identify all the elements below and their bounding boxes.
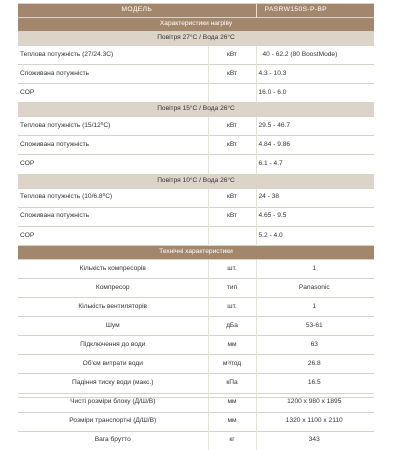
row-name: Теплова потужність (15/12⁰С) bbox=[18, 117, 208, 136]
row-unit: кВт bbox=[208, 136, 256, 155]
row-value: 1 bbox=[256, 259, 374, 278]
row-value: 40 - 62.2 (80 BoostMode) bbox=[256, 46, 374, 65]
table-row bbox=[18, 336, 374, 355]
row-name: Вага брутто bbox=[18, 431, 208, 450]
subsection-title bbox=[18, 103, 374, 117]
row-name: Кількість компресорів bbox=[18, 259, 208, 278]
subsection-title bbox=[18, 174, 374, 188]
model-label: МОДЕЛЬ bbox=[18, 4, 256, 18]
row-unit: тип bbox=[208, 278, 256, 297]
row-value: 5.2 - 4.0 bbox=[256, 226, 374, 245]
row-value: 1200 х 980 х 1895 bbox=[256, 393, 374, 412]
spec-table bbox=[18, 3, 374, 450]
row-unit: мм bbox=[208, 336, 256, 355]
row-unit: м³/год bbox=[208, 355, 256, 374]
row-unit: кВт bbox=[208, 207, 256, 226]
row-unit: шт. bbox=[208, 259, 256, 278]
tech-section-title bbox=[18, 245, 374, 259]
row-name: Шум bbox=[18, 317, 208, 336]
row-unit: кВт bbox=[208, 188, 256, 207]
row-unit: мм bbox=[208, 412, 256, 431]
row-unit bbox=[208, 84, 256, 103]
row-unit: шт. bbox=[208, 298, 256, 317]
row-unit: кВт bbox=[208, 46, 256, 65]
row-name: Кількість вентиляторів bbox=[18, 298, 208, 317]
table-row bbox=[18, 226, 374, 245]
row-value: Panasonic bbox=[256, 278, 374, 297]
heating-section-title bbox=[18, 18, 374, 32]
heating-title: Характеристики нагріву bbox=[18, 18, 374, 32]
table-row bbox=[18, 412, 374, 431]
table-row bbox=[18, 188, 374, 207]
subsection-label: Повітря 15°C / Вода 26°C bbox=[18, 103, 374, 117]
table-bottom-border bbox=[18, 397, 374, 398]
row-value: 24 - 38 bbox=[256, 188, 374, 207]
row-value: 343 bbox=[256, 431, 374, 450]
row-name: Споживана потужність bbox=[18, 207, 208, 226]
row-unit: кг bbox=[208, 431, 256, 450]
row-value: 29.5 - 46.7 bbox=[256, 117, 374, 136]
row-unit bbox=[208, 155, 256, 174]
row-value: 4.84 - 9.86 bbox=[256, 136, 374, 155]
row-value: 4.65 - 9.5 bbox=[256, 207, 374, 226]
row-value: 16.0 - 6.0 bbox=[256, 84, 374, 103]
row-value: 63 bbox=[256, 336, 374, 355]
table-row bbox=[18, 136, 374, 155]
row-value: 4.3 - 10.3 bbox=[256, 65, 374, 84]
table-row bbox=[18, 374, 374, 393]
row-value: 26.8 bbox=[256, 355, 374, 374]
row-name: Чисті розміри блоку (Д/Ш/В) bbox=[18, 393, 208, 412]
row-unit bbox=[208, 226, 256, 245]
row-name: Компресор bbox=[18, 278, 208, 297]
row-unit: дБа bbox=[208, 317, 256, 336]
table-row bbox=[18, 393, 374, 412]
row-value: 16.5 bbox=[256, 374, 374, 393]
table-row bbox=[18, 298, 374, 317]
row-unit: кВт bbox=[208, 65, 256, 84]
table-row bbox=[18, 431, 374, 450]
row-unit: кВт bbox=[208, 117, 256, 136]
tech-title: Технічні характеристики bbox=[18, 245, 374, 259]
row-name: Теплова потужність (10/6.8⁰С) bbox=[18, 188, 208, 207]
row-name: COP bbox=[18, 84, 208, 103]
table-header bbox=[18, 4, 374, 18]
subsection-label: Повітря 27°C / Вода 26°C bbox=[18, 32, 374, 46]
row-name: Падіння тиску води (макс.) bbox=[18, 374, 208, 393]
subsection-title bbox=[18, 32, 374, 46]
row-name: Споживана потужність bbox=[18, 65, 208, 84]
row-unit: мм bbox=[208, 393, 256, 412]
row-name: COP bbox=[18, 226, 208, 245]
row-value: 6.1 - 4.7 bbox=[256, 155, 374, 174]
table-row bbox=[18, 259, 374, 278]
row-name: Підключення до води bbox=[18, 336, 208, 355]
table-row bbox=[18, 46, 374, 65]
row-name: Споживана потужність bbox=[18, 136, 208, 155]
model-value: PASRW150S-P-BP bbox=[256, 4, 374, 18]
row-value: 1 bbox=[256, 298, 374, 317]
table-row bbox=[18, 84, 374, 103]
table-row bbox=[18, 65, 374, 84]
table-row bbox=[18, 155, 374, 174]
table-row bbox=[18, 207, 374, 226]
table-row bbox=[18, 317, 374, 336]
row-name: Теплова потужність (27/24.3С) bbox=[18, 46, 208, 65]
table-row bbox=[18, 355, 374, 374]
table-row bbox=[18, 278, 374, 297]
row-name: Розміри транспортні (Д/Ш/В) bbox=[18, 412, 208, 431]
table-row bbox=[18, 117, 374, 136]
row-unit: кПа bbox=[208, 374, 256, 393]
row-value: 1320 х 1100 х 2110 bbox=[256, 412, 374, 431]
row-name: COP bbox=[18, 155, 208, 174]
subsection-label: Повітря 10°C / Вода 26°C bbox=[18, 174, 374, 188]
row-name: Об'єм витрати води bbox=[18, 355, 208, 374]
row-value: 53-61 bbox=[256, 317, 374, 336]
